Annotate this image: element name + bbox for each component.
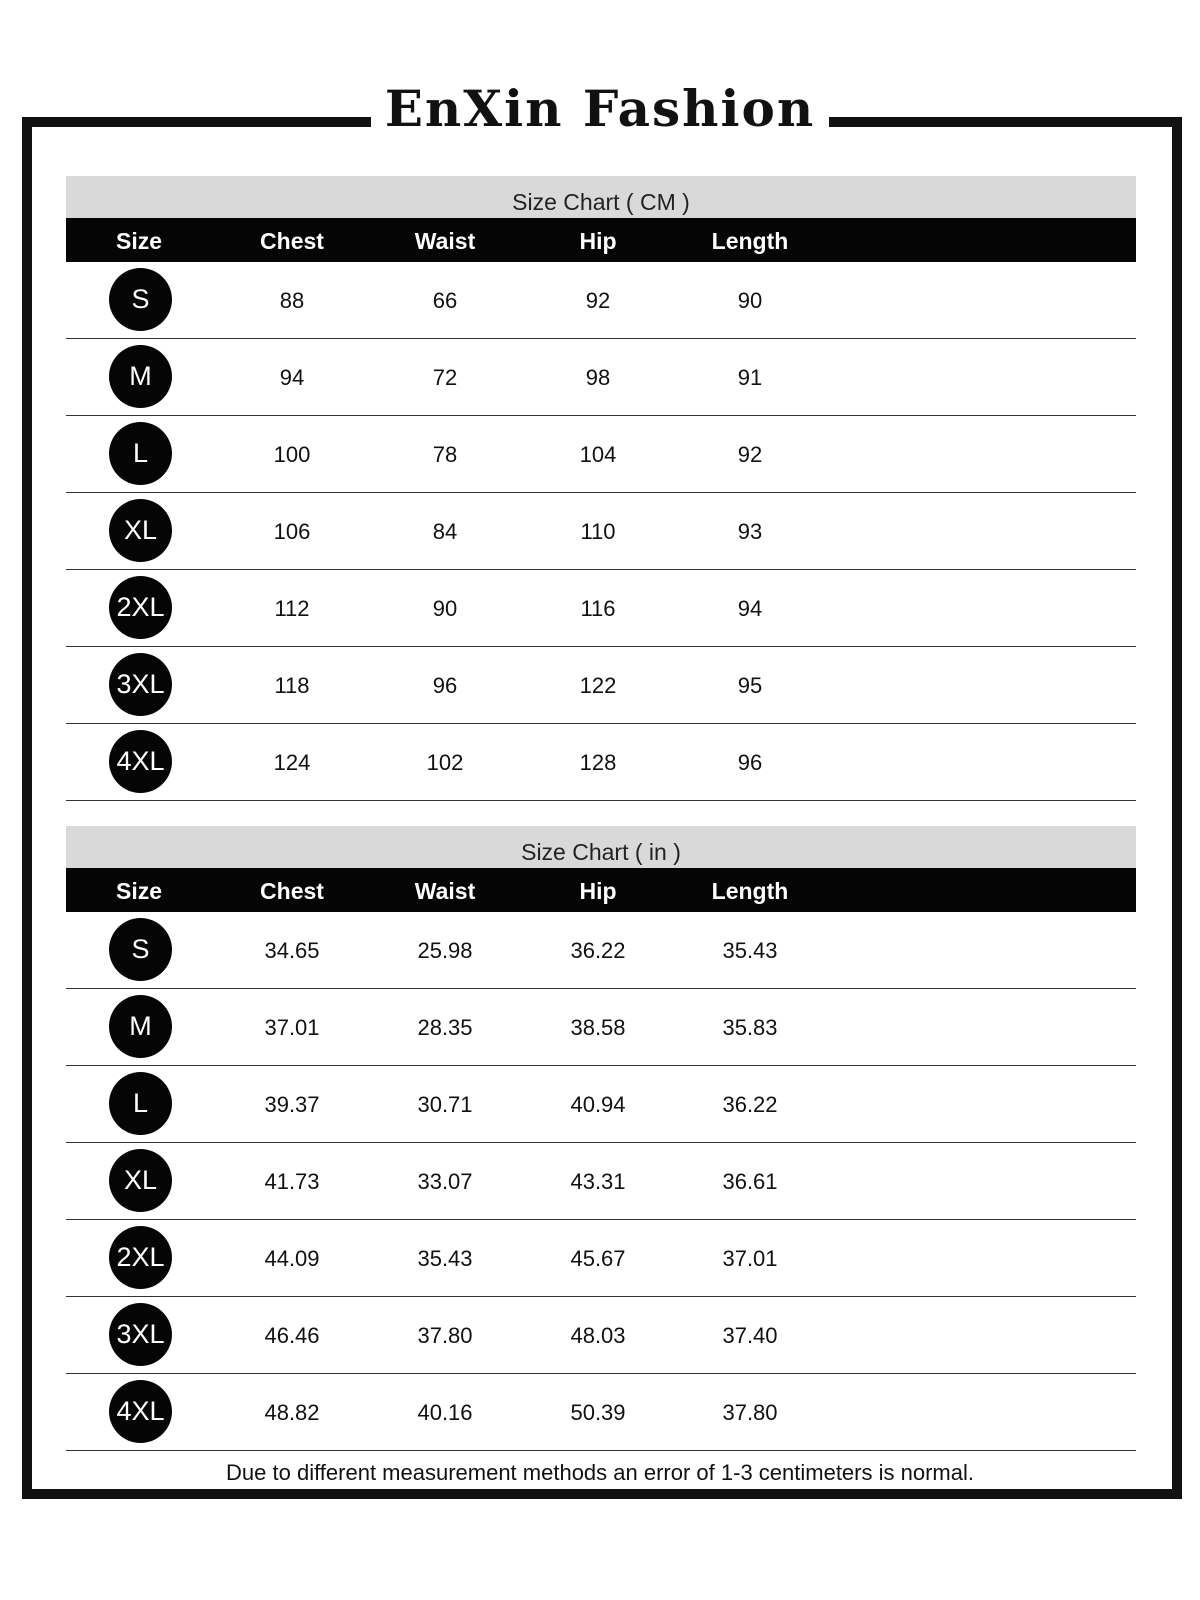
size-badge: S xyxy=(109,918,172,981)
waist-value: 35.43 xyxy=(417,1246,473,1271)
size-badge: 3XL xyxy=(109,1303,172,1366)
waist-value: 28.35 xyxy=(417,1015,473,1040)
hip-value: 110 xyxy=(580,519,616,544)
table-body xyxy=(66,262,1136,801)
hip-value: 38.58 xyxy=(570,1015,626,1040)
header-chest: Chest xyxy=(260,878,324,904)
header-waist: Waist xyxy=(414,228,476,254)
hip-value: 36.22 xyxy=(570,938,626,963)
length-value: 37.80 xyxy=(722,1400,778,1425)
waist-value: 78 xyxy=(432,442,458,467)
length-value: 35.43 xyxy=(722,938,778,963)
chest-value: 46.46 xyxy=(264,1323,320,1348)
header-size: Size xyxy=(115,878,163,904)
header-length: Length xyxy=(711,878,789,904)
table-row xyxy=(66,1066,1136,1143)
length-value: 35.83 xyxy=(722,1015,778,1040)
length-value: 37.01 xyxy=(722,1246,778,1271)
chest-value: 34.65 xyxy=(264,938,320,963)
chest-value: 112 xyxy=(274,596,310,621)
size-badge: 4XL xyxy=(109,1380,172,1443)
waist-value: 102 xyxy=(426,750,464,775)
waist-value: 30.71 xyxy=(417,1092,473,1117)
size-badge: L xyxy=(109,422,172,485)
chest-value: 118 xyxy=(274,673,310,698)
brand-header xyxy=(0,78,1200,140)
measurement-note: Due to different measurement methods an error of 1-3 centimeters is normal. xyxy=(226,1460,974,1485)
chest-value: 94 xyxy=(279,365,305,390)
waist-value: 33.07 xyxy=(417,1169,473,1194)
chest-value: 106 xyxy=(273,519,311,544)
chest-value: 88 xyxy=(279,288,305,313)
waist-value: 37.80 xyxy=(417,1323,473,1348)
header-hip: Hip xyxy=(579,228,617,254)
hip-value: 116 xyxy=(580,596,616,621)
chest-value: 48.82 xyxy=(264,1400,320,1425)
hip-value: 50.39 xyxy=(570,1400,626,1425)
header-hip: Hip xyxy=(579,878,617,904)
length-value: 93 xyxy=(737,519,763,544)
waist-value: 66 xyxy=(432,288,458,313)
hip-value: 40.94 xyxy=(570,1092,626,1117)
table-row xyxy=(66,989,1136,1066)
hip-value: 122 xyxy=(579,673,617,698)
size-badge: L xyxy=(109,1072,172,1135)
chest-value: 44.09 xyxy=(264,1246,320,1271)
hip-value: 98 xyxy=(585,365,611,390)
chest-value: 37.01 xyxy=(264,1015,320,1040)
length-value: 36.61 xyxy=(722,1169,778,1194)
hip-value: 104 xyxy=(579,442,617,467)
table-row xyxy=(66,570,1136,647)
chest-value: 41.73 xyxy=(264,1169,320,1194)
table-row xyxy=(66,1220,1136,1297)
chest-value: 100 xyxy=(273,442,311,467)
header-length: Length xyxy=(711,228,789,254)
table-row xyxy=(66,493,1136,570)
length-value: 95 xyxy=(737,673,763,698)
size-badge: 3XL xyxy=(109,653,172,716)
size-badge: 2XL xyxy=(109,1226,172,1289)
chart-title: Size Chart ( in ) xyxy=(66,826,1136,868)
size-badge: S xyxy=(109,268,172,331)
length-value: 92 xyxy=(737,442,763,467)
table-body xyxy=(66,912,1136,1451)
size-badge: M xyxy=(109,345,172,408)
size-badge: 4XL xyxy=(109,730,172,793)
length-value: 94 xyxy=(737,596,763,621)
waist-value: 40.16 xyxy=(417,1400,473,1425)
waist-value: 90 xyxy=(432,596,458,621)
length-value: 96 xyxy=(737,750,763,775)
table-row xyxy=(66,1297,1136,1374)
hip-value: 48.03 xyxy=(570,1323,626,1348)
size-badge: 2XL xyxy=(109,576,172,639)
header-row xyxy=(66,218,1136,262)
table-row xyxy=(66,1143,1136,1220)
hip-value: 128 xyxy=(579,750,617,775)
hip-value: 92 xyxy=(585,288,611,313)
table-row xyxy=(66,416,1136,493)
table-row xyxy=(66,262,1136,339)
table-row xyxy=(66,1374,1136,1451)
hip-value: 45.67 xyxy=(570,1246,626,1271)
chest-value: 124 xyxy=(273,750,311,775)
size-badge: XL xyxy=(109,1149,172,1212)
size-badge: XL xyxy=(109,499,172,562)
table-row xyxy=(66,912,1136,989)
table-row xyxy=(66,724,1136,801)
length-value: 37.40 xyxy=(722,1323,778,1348)
waist-value: 96 xyxy=(432,673,458,698)
waist-value: 84 xyxy=(432,519,458,544)
header-row xyxy=(66,868,1136,912)
header-waist: Waist xyxy=(414,878,476,904)
length-value: 91 xyxy=(737,365,763,390)
hip-value: 43.31 xyxy=(570,1169,626,1194)
chest-value: 39.37 xyxy=(264,1092,320,1117)
size-chart-in xyxy=(66,826,1136,1451)
waist-value: 25.98 xyxy=(417,938,473,963)
length-value: 36.22 xyxy=(722,1092,778,1117)
chart-title: Size Chart ( CM ) xyxy=(66,176,1136,218)
size-badge: M xyxy=(109,995,172,1058)
brand-title: EnXin Fashion xyxy=(371,78,829,140)
size-chart-cm xyxy=(66,176,1136,801)
length-value: 90 xyxy=(737,288,763,313)
table-row xyxy=(66,339,1136,416)
header-size: Size xyxy=(115,228,163,254)
header-chest: Chest xyxy=(260,228,324,254)
waist-value: 72 xyxy=(432,365,458,390)
table-row xyxy=(66,647,1136,724)
